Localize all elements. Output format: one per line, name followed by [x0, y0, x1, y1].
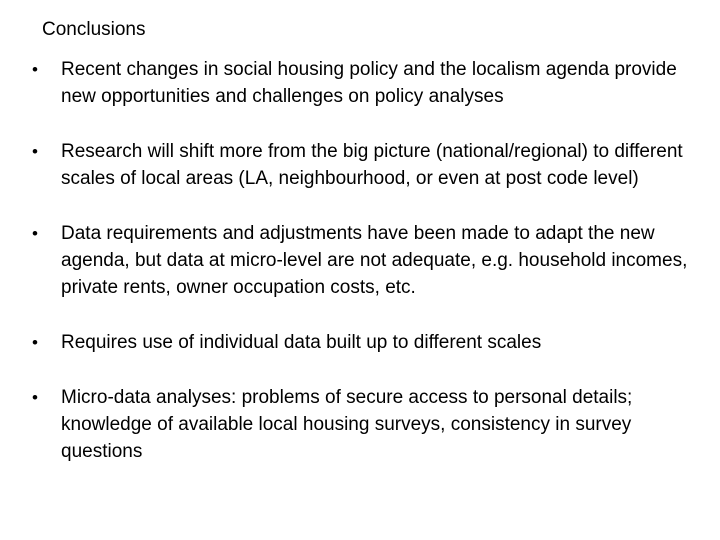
bullet-list: [0, 56, 720, 493]
bullet-text: Recent changes in social housing policy and the localism agenda provide new opportunities and challenges on policy analyses: [61, 59, 677, 107]
bullet-item: [0, 138, 720, 192]
bullet-dot-icon: •: [32, 333, 38, 352]
bullet-item: [0, 220, 720, 301]
bullet-item: [0, 329, 720, 356]
bullet-item: [0, 56, 720, 110]
bullet-text: Requires use of individual data built up to different scales: [61, 332, 542, 353]
bullet-dot-icon: •: [32, 388, 38, 407]
bullet-text: Data requirements and adjustments have been made to adapt the new agenda, but data at micro-level are not adequate, e.g. household incomes, private rents, owner occupation costs, etc.: [61, 223, 688, 298]
bullet-item: [0, 384, 720, 465]
bullet-text: Micro-data analyses: problems of secure access to personal details; knowledge of available local housing surveys, consistency in survey questions: [61, 387, 633, 462]
bullet-dot-icon: •: [32, 224, 38, 243]
bullet-dot-icon: •: [32, 142, 38, 161]
bullet-text: Research will shift more from the big picture (national/regional) to different scales of local areas (LA, neighbourhood, or even at post code level): [61, 141, 683, 189]
bullet-dot-icon: •: [32, 60, 38, 79]
slide-title: Conclusions: [42, 19, 146, 40]
